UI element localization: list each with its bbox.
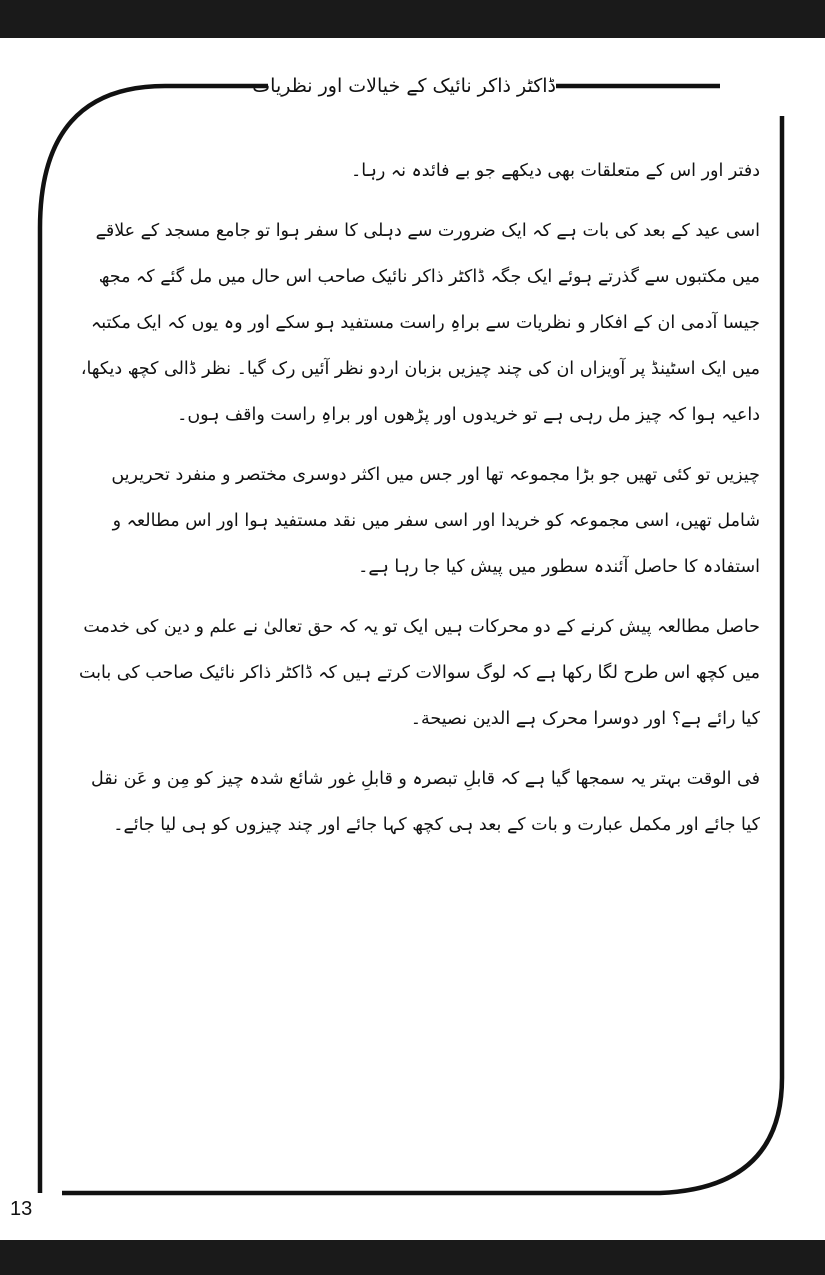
paragraph-5: فی الوقت بہتر یہ سمجھا گیا ہے کہ قابلِ تبصرہ و قابلِ غور شائع شدہ چیز کو مِن و عَن نقل کیا جائے اور مکمل عبارت و بات کے بعد ہی کچھ کہا جائے اور چند چیزوں کو ہی لیا جائے۔ <box>91 769 760 835</box>
body-text <box>70 148 760 862</box>
running-header-title: ڈاکٹر ذاکر نائیک کے خیالات اور نظریات <box>268 66 556 106</box>
page-number: 13 <box>10 1198 33 1220</box>
paragraph-2: اسی عید کے بعد کی بات ہے کہ ایک ضرورت سے دہلی کا سفر ہوا تو جامع مسجد کے علاقے میں مکتبوں سے گذرتے ہوئے ایک جگہ ڈاکٹر ذاکر نائیک صاحب اس حال میں مل گئے کہ مجھ جیسا آدمی ان کے افکار و نظریات سے براہِ راست مستفید ہو سکے اور وہ یوں کہ ایک مکتبہ میں ایک اسٹینڈ پر آویزاں ان کی چند چیزیں بزبان اردو نظر آئیں رک گیا۔ نظر ڈالی کچھ دیکھا، داعیہ ہوا کہ چیز مل رہی ہے تو خریدوں اور پڑھوں اور براہِ راست واقف ہوں۔ <box>80 221 760 425</box>
paragraph-3: چیزیں تو کئی تھیں جو بڑا مجموعہ تھا اور جس میں اکثر دوسری مختصر و منفرد تحریریں شامل تھیں، اسی مجموعہ کو خریدا اور اسی سفر میں نقد مستفید ہوا اور اس مطالعہ و استفادہ کا حاصل آئندہ سطور میں پیش کیا جا رہا ہے۔ <box>111 465 760 577</box>
paragraph-4: حاصل مطالعہ پیش کرنے کے دو محرکات ہیں ایک تو یہ کہ حق تعالیٰ نے علم و دین کی خدمت میں کچھ اس طرح لگا رکھا ہے کہ لوگ سوالات کرتے ہیں کہ ڈاکٹر ذاکر نائیک صاحب کی بابت کیا رائے ہے؟ اور دوسرا محرک ہے الدین نصیحة۔ <box>78 617 760 729</box>
book-page <box>0 38 825 1240</box>
paragraph-1: دفتر اور اس کے متعلقات بھی دیکھے جو بے فائدہ نہ رہا۔ <box>351 161 760 181</box>
